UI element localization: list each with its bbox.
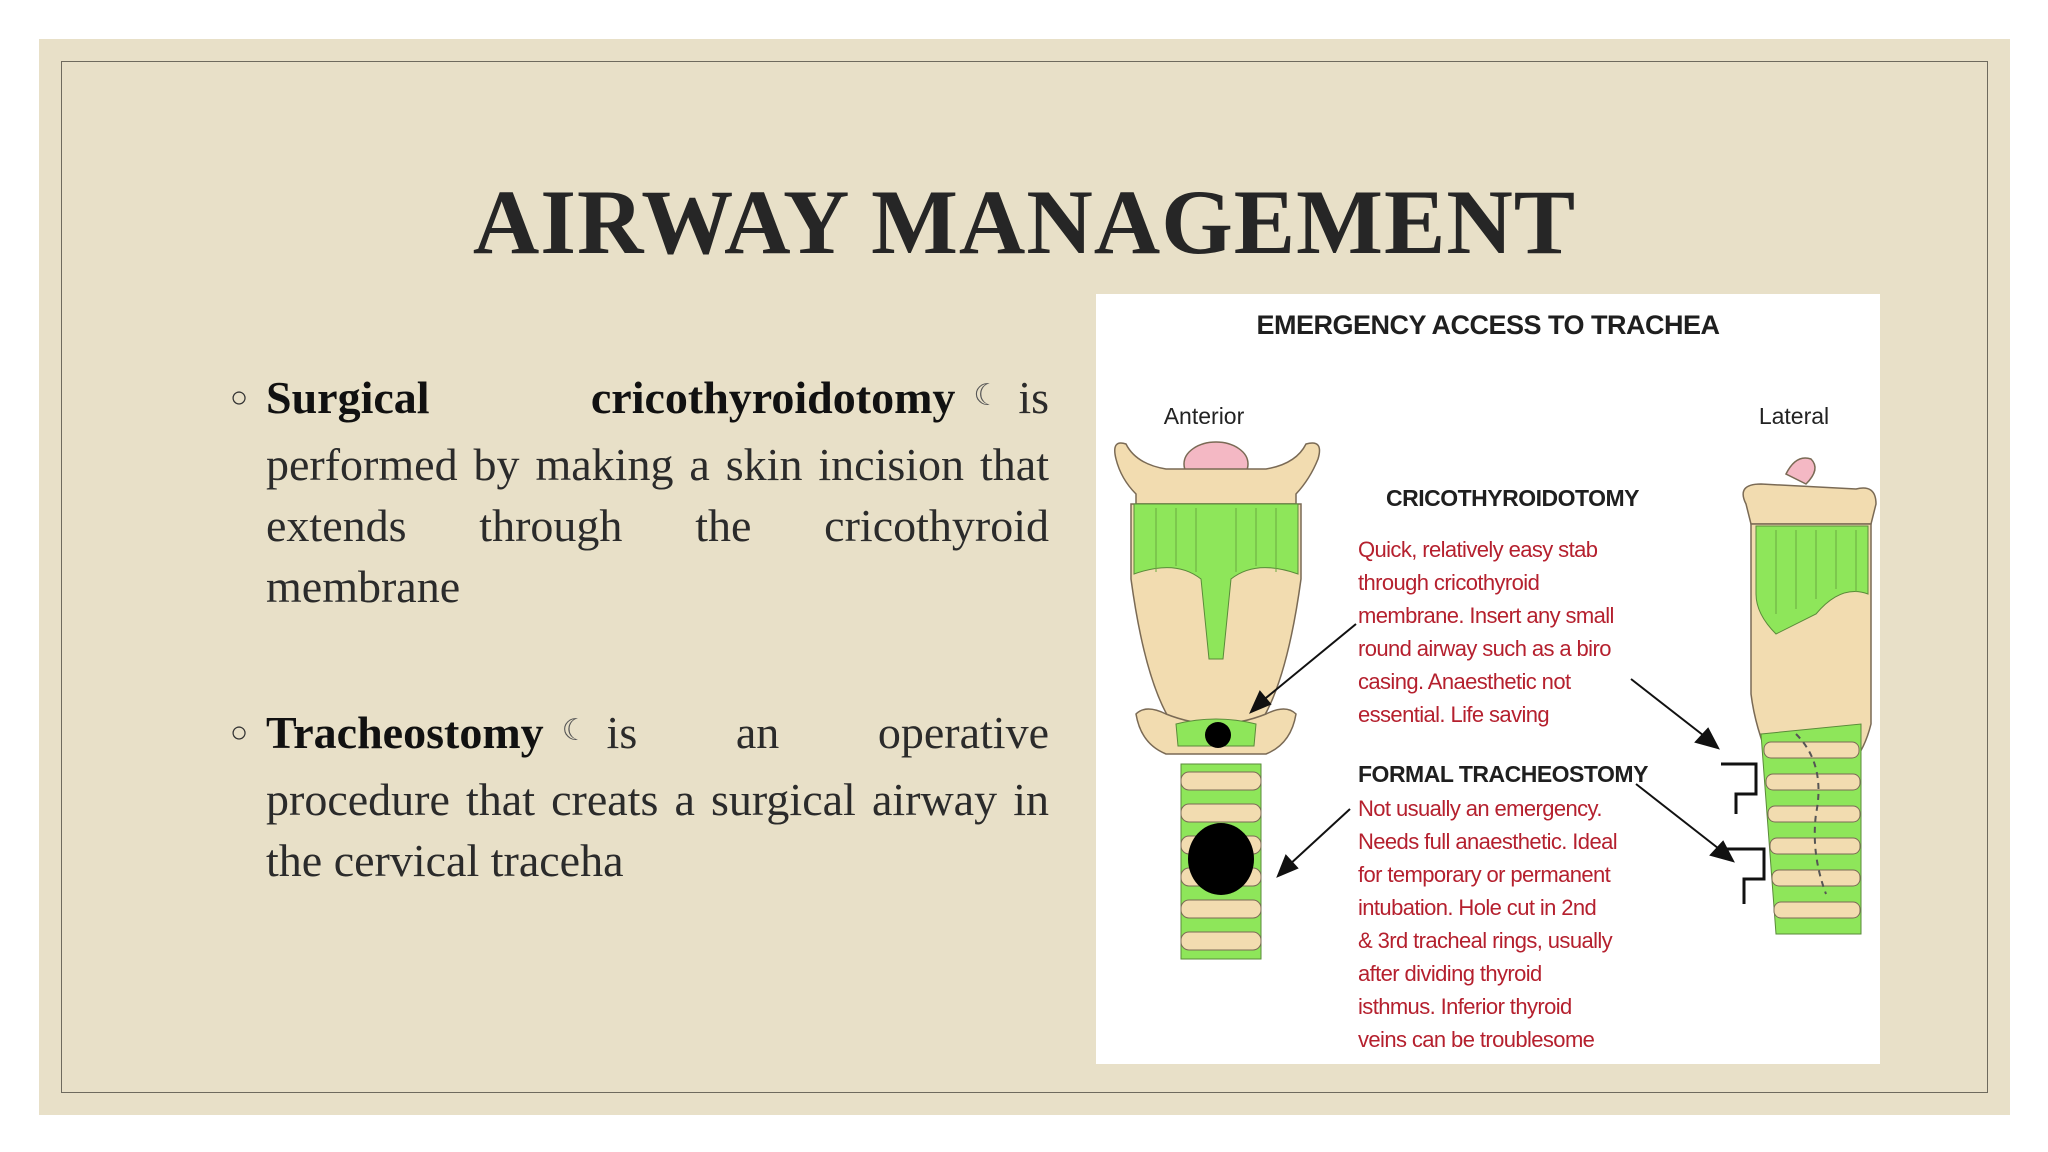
- note-line: after dividing thyroid: [1358, 961, 1542, 986]
- note-line: Not usually an emergency.: [1358, 796, 1602, 821]
- label-lateral: Lateral: [1758, 403, 1830, 429]
- figure-title: EMERGENCY ACCESS TO TRACHEA: [1256, 310, 1720, 340]
- moon-icon: ☾: [973, 378, 1001, 413]
- note-line: through cricothyroid: [1358, 570, 1540, 595]
- label-anterior: Anterior: [1163, 403, 1245, 429]
- note-line: Needs full anaesthetic. Ideal: [1358, 829, 1617, 854]
- note-line: isthmus. Inferior thyroid: [1358, 994, 1572, 1019]
- bullet-circle-icon: ○: [230, 716, 249, 749]
- anterior-larynx: [1115, 442, 1320, 959]
- bullet-list: [226, 367, 1049, 891]
- slide: [39, 39, 2010, 1115]
- slide-title: AIRWAY MANAGEMENT: [472, 171, 1577, 273]
- lateral-larynx: [1721, 458, 1876, 934]
- bullet-cricothyroidotomy: [226, 367, 1049, 617]
- cricothyroidotomy-notes: [1358, 537, 1614, 727]
- trachea-access-figure: [1096, 294, 1880, 1064]
- bullet-text: is performed by making a skin incision that extends through the cricothyroid membrane: [266, 372, 1049, 612]
- note-line: membrane. Insert any small: [1358, 603, 1614, 628]
- trachea-diagram: [1096, 294, 1880, 1064]
- note-line: Quick, relatively easy stab: [1358, 537, 1598, 562]
- tracheostomy-notes: [1358, 796, 1617, 1052]
- moon-icon: ☾: [561, 713, 589, 748]
- bullet-term: Surgical cricothyroidotomy: [266, 372, 956, 423]
- note-line: casing. Anaesthetic not: [1358, 669, 1571, 694]
- cricothyroidotomy-heading: CRICOTHYROIDOTOMY: [1386, 485, 1640, 511]
- note-line: for temporary or permanent: [1358, 862, 1611, 887]
- bullet-term: Tracheostomy: [266, 707, 544, 758]
- note-line: round airway such as a biro: [1358, 636, 1611, 661]
- tracheostomy-heading: FORMAL TRACHEOSTOMY: [1358, 761, 1648, 787]
- note-line: veins can be troublesome: [1358, 1027, 1595, 1052]
- note-line: essential. Life saving: [1358, 702, 1550, 727]
- bullet-tracheostomy: [226, 702, 1049, 891]
- note-line: & 3rd tracheal rings, usually: [1358, 928, 1613, 953]
- bullet-circle-icon: ○: [230, 381, 249, 414]
- bullet-text: is an operative procedure that creats a surgical airway in the cervical traceha: [266, 707, 1049, 886]
- note-line: intubation. Hole cut in 2nd: [1358, 895, 1597, 920]
